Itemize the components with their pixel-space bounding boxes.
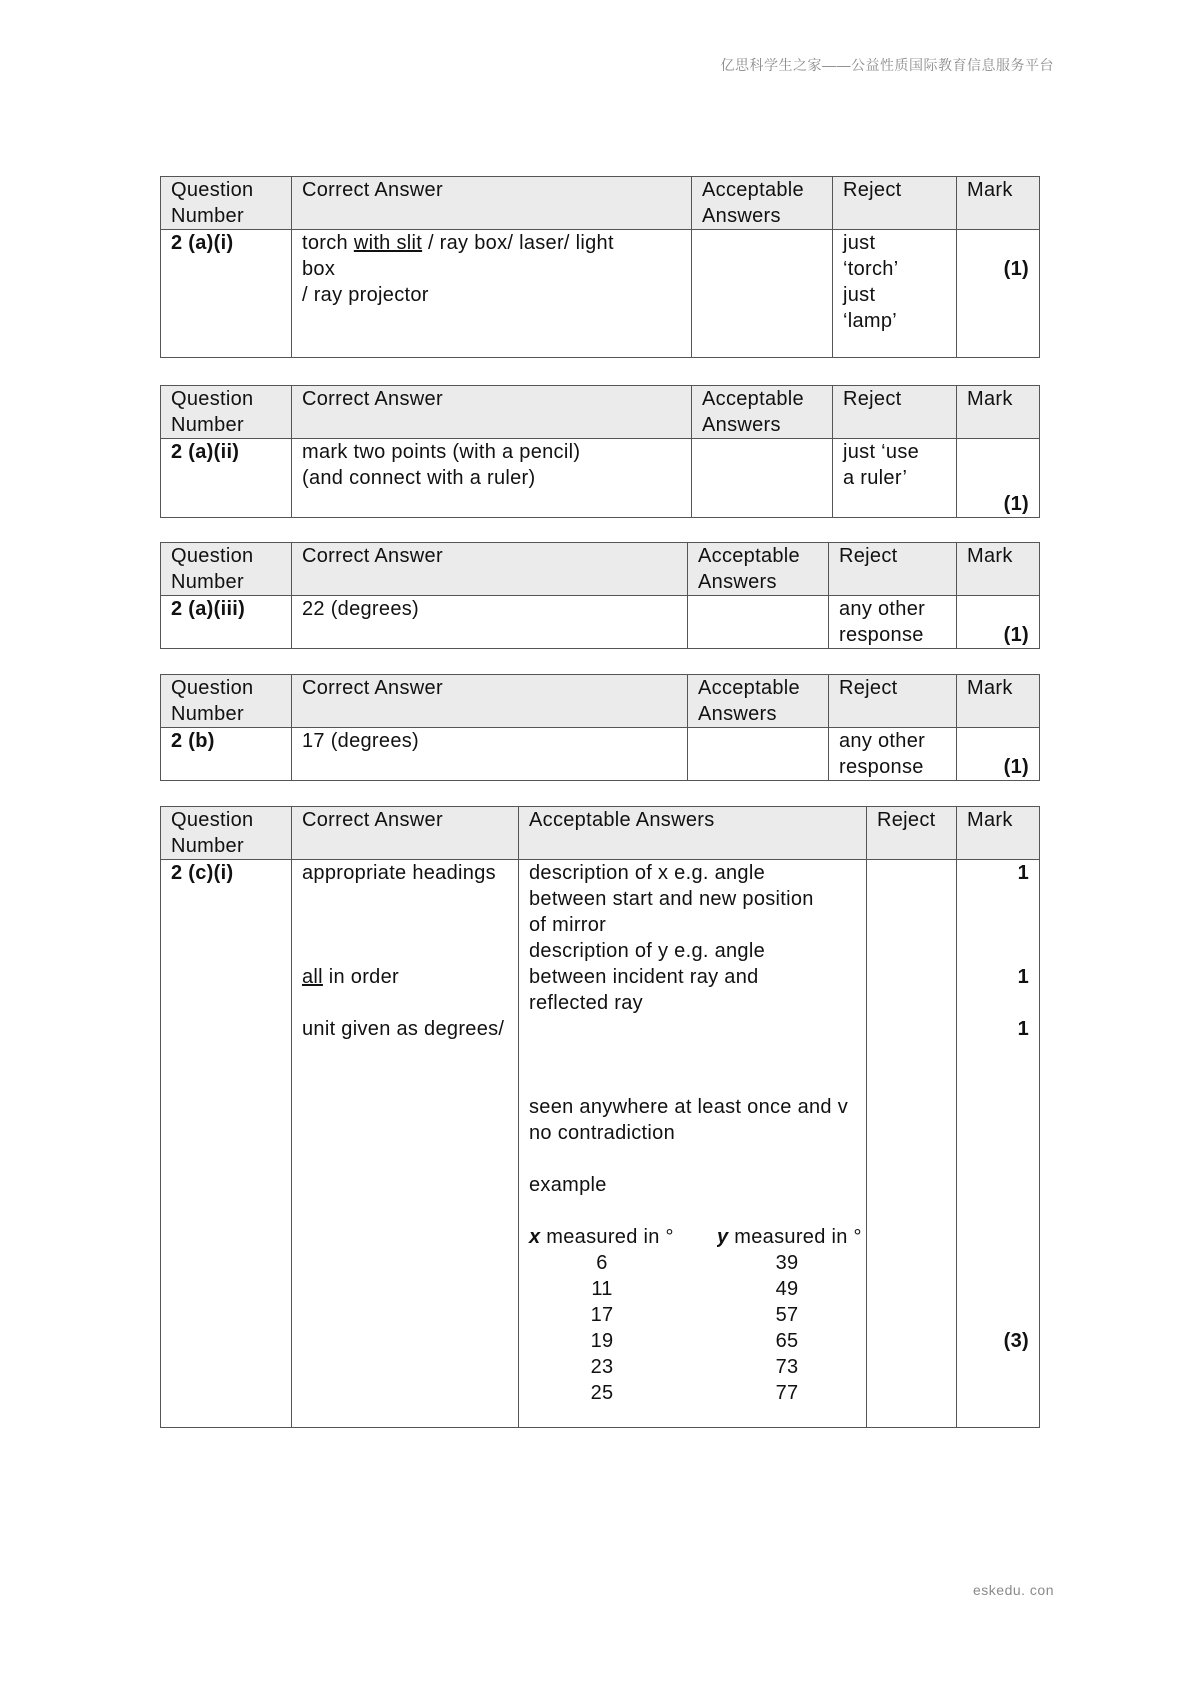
example-x-value: 6 [596, 1252, 608, 1274]
reject-answers: just ‘torch’ just ‘lamp’ [833, 230, 957, 358]
header-correct-answer: Correct Answer [292, 675, 688, 728]
mark-value: 1 [1017, 862, 1029, 884]
mark-value: 1 [1017, 1018, 1029, 1040]
table-header-row [161, 177, 1040, 230]
header-mark: Mark [957, 807, 1040, 860]
example-y-value: 77 [775, 1382, 799, 1404]
header-mark: Mark [957, 675, 1040, 728]
header-question-number: Question Number [161, 386, 292, 439]
mark-value: 1 [1017, 966, 1029, 988]
table-row [161, 728, 1040, 781]
example-table-values [529, 1250, 856, 1406]
header-reject: Reject [833, 177, 957, 230]
header-correct-answer: Correct Answer [292, 543, 688, 596]
markscheme-table-2a-i [160, 176, 1040, 358]
example-y-value: 57 [775, 1304, 799, 1326]
table-row [161, 860, 1040, 1428]
correct-answer: 22 (degrees) [292, 596, 688, 649]
reject-answers [867, 860, 957, 1428]
header-acceptable-answers: Acceptable Answers [692, 386, 833, 439]
example-table-header: x measured in ° y measured in ° [529, 1226, 862, 1248]
example-y-value: 65 [775, 1330, 799, 1352]
reject-answers: any other response [829, 596, 957, 649]
answer-order: all in order [302, 966, 399, 988]
correct-answer: mark two points (with a pencil) (and connect with a ruler) [292, 439, 692, 518]
example-x-value: 25 [590, 1382, 614, 1404]
header-correct-answer: Correct Answer [292, 386, 692, 439]
page-header-watermark: 亿思科学生之家——公益性质国际教育信息服务平台 [720, 57, 1054, 73]
mark-total: (3) [1003, 1330, 1029, 1352]
question-number: 2 (a)(iii) [161, 596, 292, 649]
question-number: 2 (a)(ii) [161, 439, 292, 518]
table-header-row [161, 543, 1040, 596]
question-number: 2 (b) [161, 728, 292, 781]
header-correct-answer: Correct Answer [292, 177, 692, 230]
answer-unit: unit given as degrees/ [302, 1018, 505, 1040]
header-reject: Reject [867, 807, 957, 860]
table-header-row [161, 807, 1040, 860]
header-acceptable-answers: Acceptable Answers [519, 807, 867, 860]
mark-value: (1) [957, 728, 1040, 781]
header-acceptable-answers: Acceptable Answers [692, 177, 833, 230]
question-number: 2 (c)(i) [161, 860, 292, 1428]
acceptable-answers: description of x e.g. angle between start and new position of mirror description of y e.g. angle between incident ray and reflected ray seen anywhere at least once and v no contradiction example x measured in ° y measured in ° 6 11 17 19 23 25 39 49 57 65 73 77 [519, 860, 867, 1428]
header-question-number: Question Number [161, 807, 292, 860]
correct-answer: torch with slit / ray box/ laser/ light box / ray projector [292, 230, 692, 358]
reject-answers: just ‘use a ruler’ [833, 439, 957, 518]
markscheme-table-2b [160, 674, 1040, 781]
header-correct-answer: Correct Answer [292, 807, 519, 860]
markscheme-table-2c-i [160, 806, 1040, 1428]
page-footer: eskedu. con [973, 1582, 1054, 1598]
example-label: example [529, 1174, 607, 1196]
header-reject: Reject [829, 543, 957, 596]
example-x-value: 19 [590, 1330, 614, 1352]
acceptable-answers [692, 230, 833, 358]
correct-answer [292, 860, 519, 1428]
header-question-number: Question Number [161, 543, 292, 596]
header-reject: Reject [833, 386, 957, 439]
example-x-value: 11 [591, 1278, 613, 1300]
example-y-value: 39 [775, 1252, 799, 1274]
header-reject: Reject [829, 675, 957, 728]
header-mark: Mark [957, 177, 1040, 230]
mark-value: (1) [957, 230, 1040, 358]
example-x-value: 17 [590, 1304, 614, 1326]
table-header-row [161, 675, 1040, 728]
answer-headings: appropriate headings [302, 862, 496, 884]
header-acceptable-answers: Acceptable Answers [688, 675, 829, 728]
example-y-value: 49 [775, 1278, 799, 1300]
header-mark: Mark [957, 386, 1040, 439]
markscheme-table-2a-iii [160, 542, 1040, 649]
markscheme-table-2a-ii [160, 385, 1040, 518]
mark-value: (1) [957, 596, 1040, 649]
header-question-number: Question Number [161, 675, 292, 728]
acceptable-answers [692, 439, 833, 518]
header-mark: Mark [957, 543, 1040, 596]
correct-answer: 17 (degrees) [292, 728, 688, 781]
acceptable-answers [688, 596, 829, 649]
table-row [161, 596, 1040, 649]
acceptable-answers [688, 728, 829, 781]
mark-value: (1) [957, 439, 1040, 518]
example-y-value: 73 [775, 1356, 799, 1378]
example-x-value: 23 [590, 1356, 614, 1378]
header-question-number: Question Number [161, 177, 292, 230]
reject-answers: any other response [829, 728, 957, 781]
table-row [161, 439, 1040, 518]
table-header-row [161, 386, 1040, 439]
mark-values [957, 860, 1040, 1428]
header-acceptable-answers: Acceptable Answers [688, 543, 829, 596]
question-number: 2 (a)(i) [161, 230, 292, 358]
table-row [161, 230, 1040, 358]
